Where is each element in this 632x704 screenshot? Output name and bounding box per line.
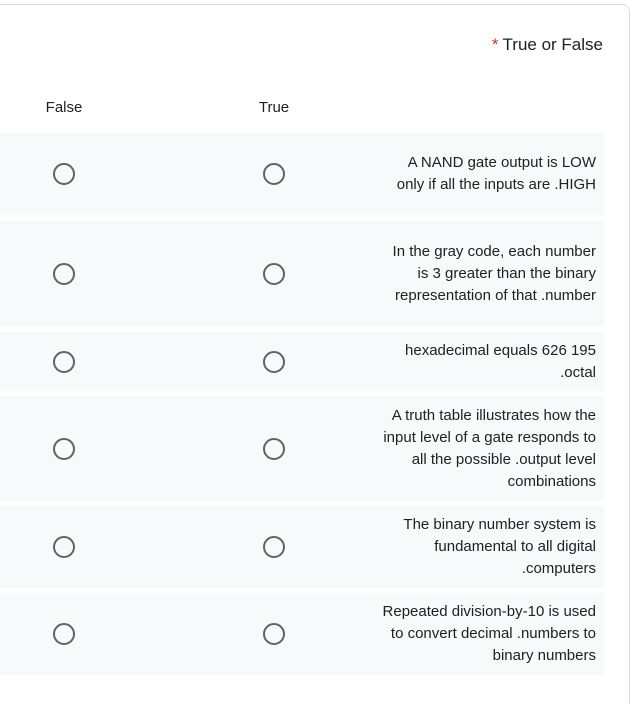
grid-row xyxy=(0,593,604,675)
radio-false[interactable] xyxy=(53,351,75,373)
question-title xyxy=(492,35,603,55)
grid-row xyxy=(0,332,604,391)
grid-row xyxy=(0,396,604,501)
row-label: The binary number system is fundamental to all digital .computers xyxy=(403,516,596,577)
row-label: A truth table illustrates how the input level of a gate responds to all the possible .output level combinations xyxy=(383,406,596,490)
row-label: hexadecimal equals 626 195 .octal xyxy=(405,341,596,381)
grid-row xyxy=(0,133,604,215)
column-header-true: True xyxy=(258,99,290,116)
radio-true[interactable] xyxy=(263,623,285,645)
radio-true[interactable] xyxy=(263,536,285,558)
radio-false[interactable] xyxy=(53,536,75,558)
radio-true[interactable] xyxy=(263,438,285,460)
row-label: Repeated division-by-10 is used to convert decimal .numbers to binary numbers xyxy=(382,603,596,664)
question-card xyxy=(0,4,630,704)
radio-false[interactable] xyxy=(53,263,75,285)
radio-false[interactable] xyxy=(53,163,75,185)
grid-row xyxy=(0,506,604,588)
row-label: A NAND gate output is LOW only if all the inputs are .HIGH xyxy=(396,154,596,193)
row-label: In the gray code, each number is 3 greater than the binary representation of that .number xyxy=(392,242,596,304)
required-marker: * xyxy=(491,35,499,54)
grid-row xyxy=(0,221,604,326)
radio-true[interactable] xyxy=(263,351,285,373)
radio-true[interactable] xyxy=(263,263,285,285)
question-title-text: True or False xyxy=(502,35,603,54)
column-header-false: False xyxy=(45,99,83,116)
radio-true[interactable] xyxy=(263,163,285,185)
radio-false[interactable] xyxy=(53,623,75,645)
radio-false[interactable] xyxy=(53,438,75,460)
